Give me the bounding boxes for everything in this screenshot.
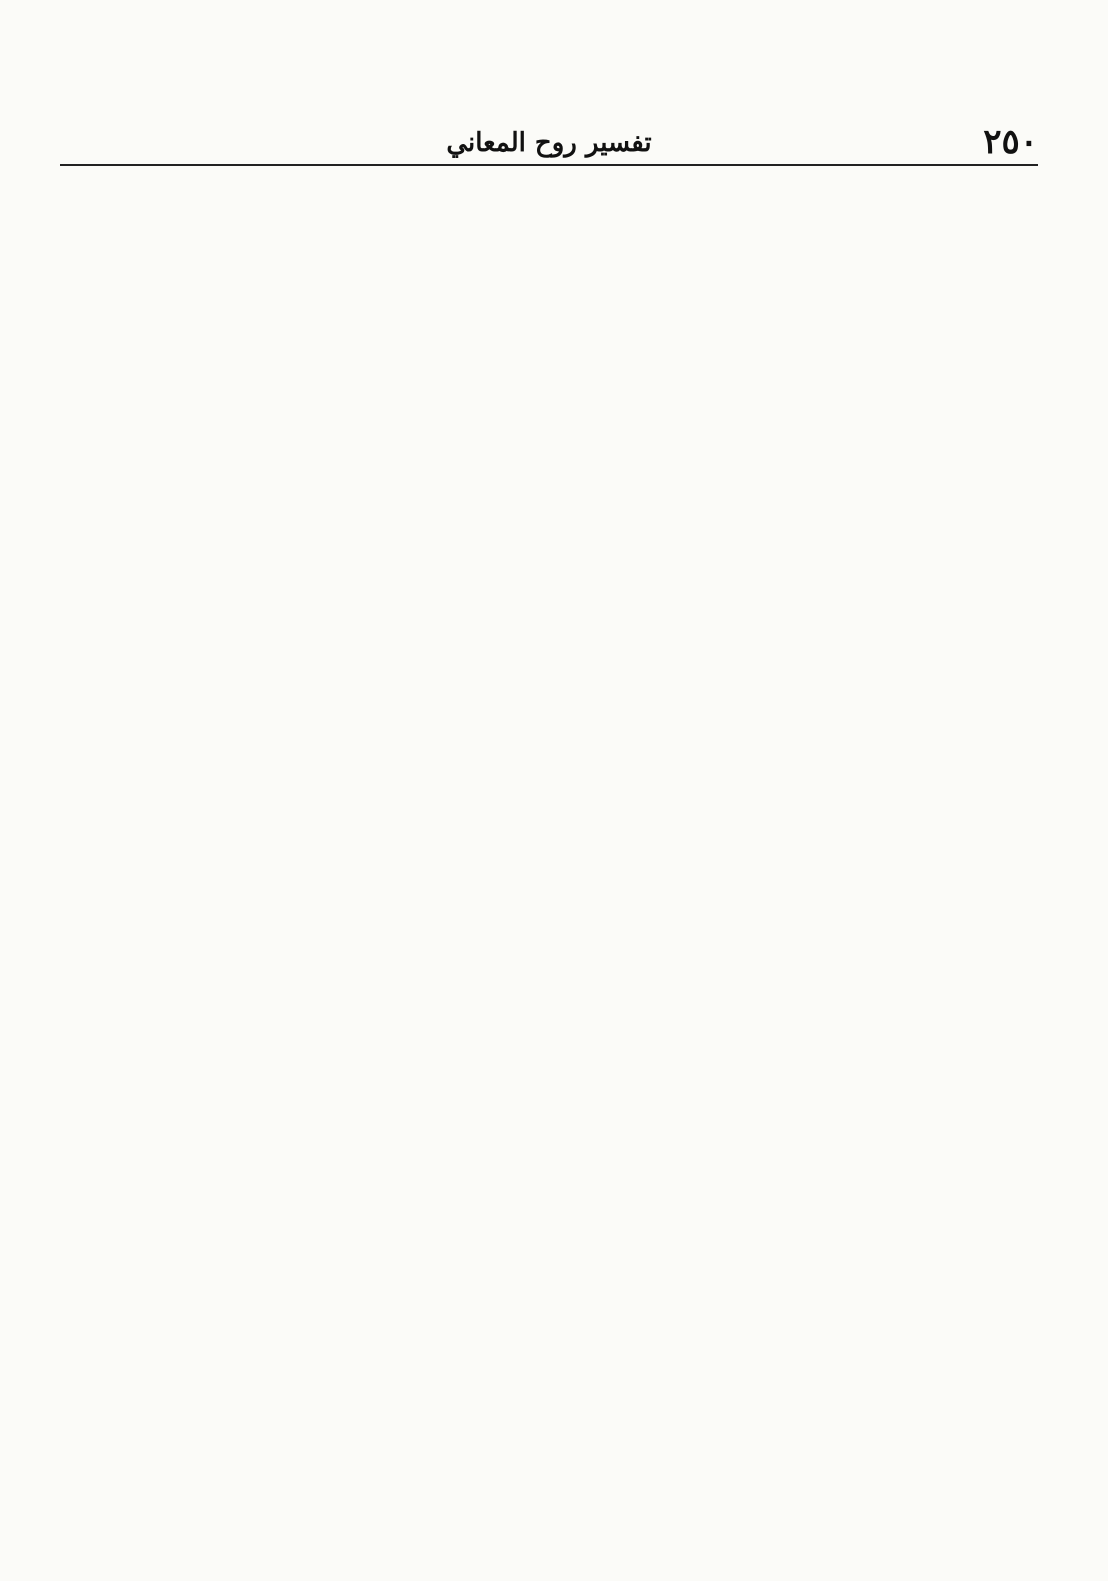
page-header <box>60 118 1038 168</box>
header-rule <box>60 164 1038 166</box>
running-title: تفسير روح المعاني <box>446 128 652 158</box>
page-number: ٢٥٠ <box>983 122 1038 162</box>
